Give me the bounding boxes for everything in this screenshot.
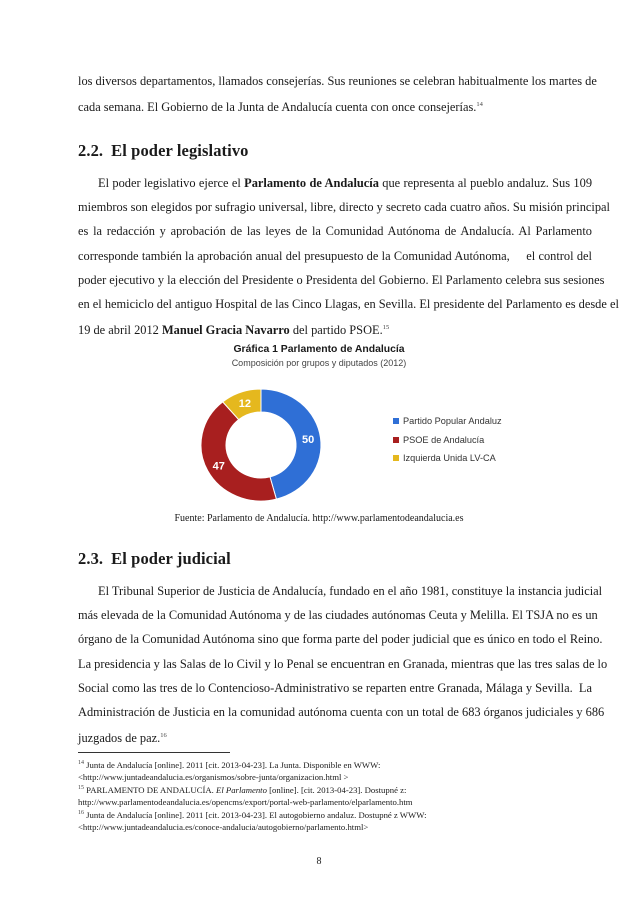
paragraph-line	[78, 316, 592, 342]
bold-text: Manuel Gracia Navarro	[161, 323, 290, 338]
intro-line	[78, 93, 592, 119]
text-run: 19 de abril 2012	[78, 323, 162, 338]
text-run: del partido PSOE.	[289, 323, 383, 338]
footnote-url[interactable]: http://www.parlamentodeandalucia.es/opencms/export/portal-web-parlamento/elparlamento.htm	[78, 796, 413, 807]
legend-item	[393, 412, 502, 431]
paragraph-line: órgano de la Comunidad Autónoma sino que forma parte del poder judicial que es único en todo el Reino.	[78, 632, 603, 647]
paragraph-line: es la redacción y aprobación de las leyes de la Comunidad Autónoma de Andalucía. Al Parlamento	[78, 224, 592, 239]
legislativo-paragraph	[78, 171, 619, 342]
text-run: El poder legislativo ejerce el	[98, 176, 245, 190]
paragraph-line: Social como las tres de lo Contencioso-Administrativo se reparten entre Granada, Málaga y Sevilla. La	[78, 680, 592, 695]
footnote-url[interactable]: <http://www.juntadeandalucia.es/conoce-andalucia/autogobierno/parlamento.html>	[78, 821, 369, 832]
paragraph-line: poder ejecutivo y la elección del Presidente o Presidenta del Gobierno. El Parlamento celebra sus sesiones	[78, 272, 605, 287]
data-label: 12	[238, 398, 252, 411]
intro-paragraph	[78, 69, 597, 119]
footnote-ref[interactable]: 14	[476, 101, 483, 109]
footnote-ref[interactable]: 16	[160, 732, 167, 740]
paragraph-line	[78, 724, 592, 750]
chart-title: Gráfica 1 Parlamento de Andalucía	[233, 344, 405, 355]
section-title: El poder legislativo	[111, 141, 249, 160]
footnote-text: [online]. [cit. 2013-04-23]. Dostupné z:	[266, 785, 407, 796]
footnote-text: Junta de Andalucía [online]. 2011 [cit. 2013-04-23]. El autogobierno andaluz. Dostupné z WWW:	[84, 810, 427, 821]
footnote-number: 14	[78, 760, 84, 766]
legend-label: Partido Popular Andaluz	[403, 416, 502, 427]
footnote	[78, 808, 592, 822]
judicial-paragraph	[78, 579, 608, 750]
paragraph-line: más elevada de la Comunidad Autónoma y de las ciudades autónomas Ceuta y Melilla. El TSJA no es un	[78, 608, 598, 623]
text-run: que representa al pueblo andaluz. Sus 109	[378, 176, 593, 190]
paragraph-line	[78, 171, 592, 195]
section-heading-legislativo	[78, 141, 249, 161]
paragraph-line: La presidencia y las Salas de lo Civil y lo Penal se encuentran en Granada, mientras que las tres salas de lo	[78, 656, 608, 671]
legend-swatch	[393, 455, 399, 461]
footnotes	[78, 758, 592, 834]
footnote-text: PARLAMENTO DE ANDALUCÍA.	[84, 785, 217, 796]
section-number: 2.3.	[78, 549, 104, 568]
data-label: 47	[212, 460, 225, 473]
bold-text: Parlamento de Andalucía	[244, 176, 379, 190]
page-number: 8	[316, 856, 322, 867]
chart-subtitle: Composición por grupos y diputados (2012)	[231, 358, 407, 368]
donut-chart	[198, 387, 328, 505]
paragraph-line: El Tribunal Superior de Justicia de Andalucía, fundado en el año 1981, constituye la instancia judicial	[98, 584, 603, 598]
footnote	[78, 758, 592, 772]
paragraph-line: en el hemiciclo del antiguo Hospital de las Cinco Llagas, en Sevilla. El presidente del Parlamento es desde el	[78, 297, 619, 312]
footnote-number: 16	[78, 810, 84, 817]
section-heading-judicial	[78, 549, 231, 569]
data-label: 50	[301, 434, 315, 447]
text-run: juzgados de paz.	[78, 731, 161, 746]
legend-swatch	[393, 437, 399, 443]
footnote-divider	[78, 752, 230, 753]
paragraph-line: miembros son elegidos por sufragio universal, libre, directo y secreto cada cuatro años. Su misión principal	[78, 200, 610, 215]
legend-label: PSOE de Andalucía	[403, 434, 485, 445]
chart-legend	[393, 412, 502, 468]
intro-line: los diversos departamentos, llamados consejerías. Sus reuniones se celebran habitualmente los martes de	[78, 74, 597, 88]
legend-item	[393, 449, 502, 468]
legend-swatch	[393, 418, 399, 424]
paragraph-line: Administración de Justicia en la comunidad autónoma cuenta con un total de 683 órganos judiciales y 686	[78, 705, 605, 720]
section-number: 2.2.	[78, 141, 104, 160]
footnote-url[interactable]: <http://www.juntadeandalucia.es/organismos/sobre-junta/organizacion.html >	[78, 771, 349, 782]
intro-text: cada semana. El Gobierno de la Junta de Andalucía cuenta con once consejerías.	[78, 100, 477, 115]
footnote-italic: El Parlamento	[216, 785, 267, 796]
footnote	[78, 783, 592, 797]
chart-source: Fuente: Parlamento de Andalucía. http://www.parlamentodeandalucia.es	[174, 513, 464, 524]
section-title: El poder judicial	[111, 549, 231, 568]
legend-item	[393, 431, 502, 450]
legend-label: Izquierda Unida LV-CA	[403, 453, 496, 464]
footnote-text: Junta de Andalucía [online]. 2011 [cit. 2013-04-23]. La Junta. Disponible en WWW:	[84, 760, 381, 770]
footnote-number: 15	[78, 785, 84, 792]
footnote-ref[interactable]: 15	[382, 324, 390, 332]
paragraph-line: corresponde también la aprobación anual del presupuesto de la Comunidad Autónoma, el control del	[78, 248, 592, 263]
